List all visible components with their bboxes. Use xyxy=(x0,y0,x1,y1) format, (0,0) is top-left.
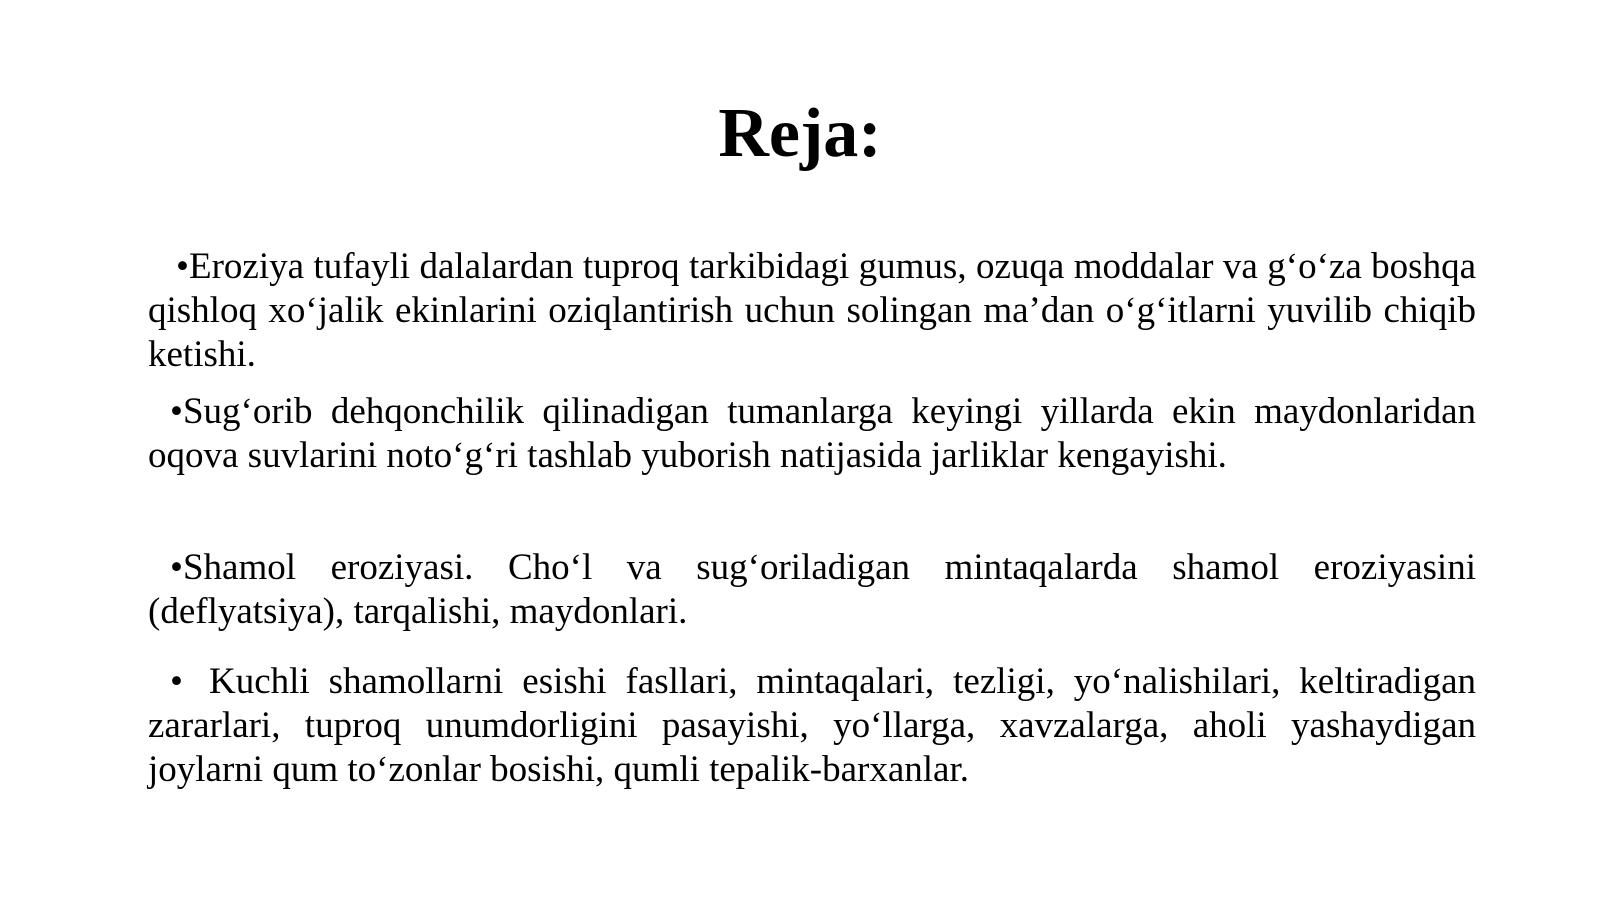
plan-item-1 xyxy=(148,245,1476,377)
plan-item-3 xyxy=(148,546,1476,634)
bullet-icon: • xyxy=(176,246,189,287)
slide-title: Reja: xyxy=(718,95,882,172)
plan-item-text: Kuchli shamollarni esishi fasllari, mintaqalari, tezligi, yo‘nalishilari, keltiradigan zararlari, tuproq unumdorligini pasayishi, yo‘llarga, xavzalarga, aholi yashaydigan joylarni qum to‘zonlar bosishi, qumli tepalik-barxanlar. xyxy=(148,661,1476,790)
plan-item-text: Shamol eroziyasi. Cho‘l va sug‘oriladigan mintaqalarda shamol eroziyasini (deflyatsiya), tarqalishi, maydonlari. xyxy=(148,547,1476,632)
bullet-icon: • xyxy=(170,391,183,432)
plan-item-text: Eroziya tufayli dalalardan tuproq tarkibidagi gumus, ozuqa moddalar va g‘o‘za boshqa qishloq xo‘jalik ekinlarini oziqlantirish uchun solingan ma’dan o‘g‘itlarni yuvilib chiqib ketishi. xyxy=(148,246,1476,375)
plan-item-text: Sug‘orib dehqonchilik qilinadigan tumanlarga keyingi yillarda ekin maydonlaridan oqova suvlarini noto‘g‘ri tashlab yuborish natijasida jarliklar kengayishi. xyxy=(148,391,1476,476)
plan-item-4 xyxy=(148,660,1476,792)
bullet-icon: • xyxy=(170,547,183,588)
bullet-icon: • xyxy=(170,661,183,702)
plan-item-2 xyxy=(148,390,1476,478)
